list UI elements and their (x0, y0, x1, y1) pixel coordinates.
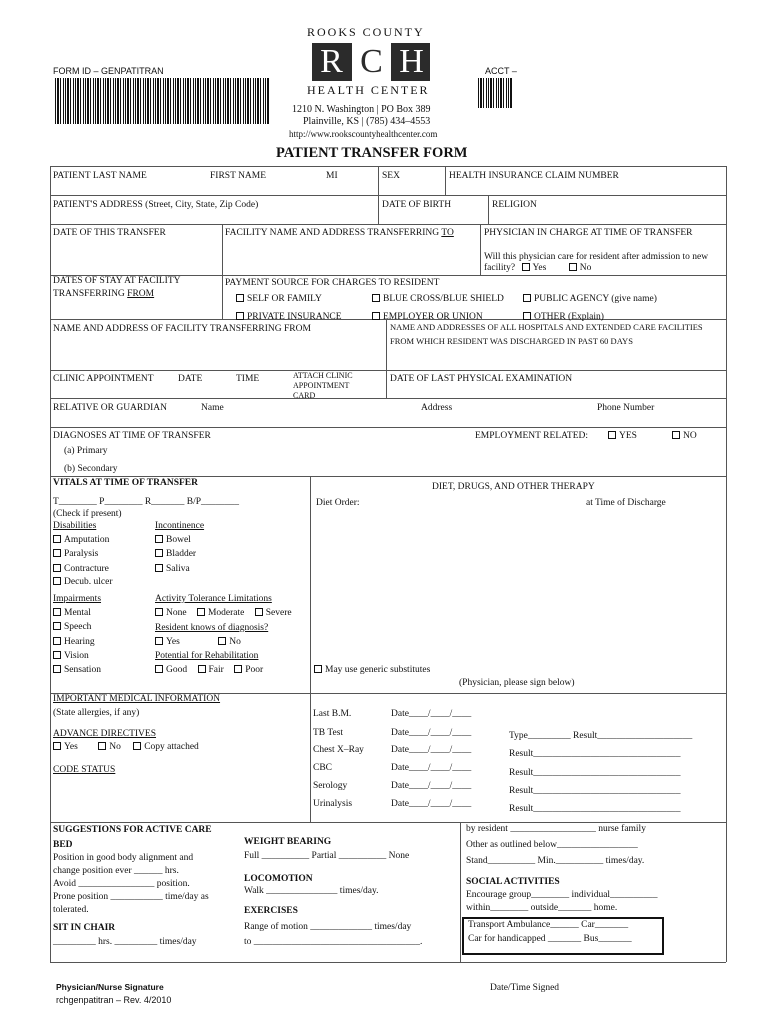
test-date: Date____/____/____ (391, 709, 472, 719)
checkbox-activity-none[interactable] (155, 608, 163, 616)
vitals-heading: VITALS AT TIME OF TRANSFER (53, 478, 199, 488)
label-employment-related: EMPLOYMENT RELATED: (475, 431, 589, 441)
label-bed: BED (53, 840, 73, 850)
test-name: Chest X–Ray (313, 745, 364, 755)
form-title: PATIENT TRANSFER FORM (276, 145, 468, 161)
option-mental: Mental (53, 608, 91, 619)
label-social-activities: SOCIAL ACTIVITIES (466, 877, 560, 887)
nurse-line-1: by resident __________________ nurse family (466, 824, 646, 834)
label-date-time-signed: Date/Time Signed (490, 983, 560, 993)
test-date: Date____/____/____ (391, 745, 472, 755)
logo-letter-r: R (320, 43, 343, 80)
label-date-of-birth: DATE OF BIRTH (382, 200, 452, 210)
label-rehab-potential: Potential for Rehabilitation (155, 651, 259, 661)
social-line-1: Encourage group________ individual__________ (466, 890, 658, 900)
option-saliva: Saliva (155, 564, 190, 575)
checkbox-physician-care-no[interactable] (569, 263, 577, 271)
label-disabilities: Disabilities (53, 521, 97, 531)
label-first-name: FIRST NAME (210, 171, 267, 181)
website-url: http://www.rookscountyhealthcenter.com (289, 129, 438, 139)
test-result: Result_______________________________ (509, 768, 681, 778)
label-sex: SEX (382, 171, 400, 181)
question-physician-care-options: facility? Yes No (484, 263, 592, 273)
label-diet-order: Diet Order: (316, 498, 360, 508)
checkbox-vision[interactable] (53, 651, 61, 659)
option-amputation: Amputation (53, 535, 109, 546)
bed-line-2: change position ever ______ hrs. (53, 866, 179, 876)
option-contracture: Contracture (53, 564, 109, 575)
option-vision: Vision (53, 651, 89, 662)
label-impairments: Impairments (53, 594, 102, 604)
label-important-medical: IMPORTANT MEDICAL INFORMATION (53, 694, 221, 704)
rehab-options: Good Fair Poor (155, 665, 263, 676)
exercises-line-2: to ___________________________________. (244, 937, 423, 947)
checkbox-employment-yes[interactable] (608, 431, 616, 439)
locomotion-line-1: Walk _______________ times/day. (244, 886, 379, 896)
checkbox-activity-severe[interactable] (255, 608, 263, 616)
label-attach-clinic-1: ATTACH CLINIC (293, 371, 353, 380)
option-decub-ulcer: Decub. ulcer (53, 577, 113, 588)
label-facility-transferring-to: FACILITY NAME AND ADDRESS TRANSFERRING TO (225, 228, 454, 238)
checkbox-hearing[interactable] (53, 637, 61, 645)
label-sit-in-chair: SIT IN CHAIR (53, 923, 116, 933)
test-date: Date____/____/____ (391, 781, 472, 791)
nurse-line-2: Other as outlined below_________________ (466, 840, 638, 850)
label-dates-of-stay: DATES OF STAY AT FACILITY (53, 276, 181, 286)
option-generic-substitutes: May use generic substitutes (314, 665, 430, 676)
option-bladder: Bladder (155, 549, 196, 560)
label-patient-address: PATIENT'S ADDRESS (Street, City, State, Zip Code) (53, 200, 259, 210)
org-name-top: ROOKS COUNTY (307, 25, 425, 39)
label-relative-phone: Phone Number (597, 403, 655, 413)
label-clinic-date: DATE (178, 374, 203, 384)
label-hospitals-line-1: NAME AND ADDRESSES OF ALL HOSPITALS AND EXTENDED CARE FACILITIES (390, 322, 703, 332)
weight-line-1: Full __________ Partial __________ None (244, 851, 410, 861)
option-speech: Speech (53, 622, 91, 633)
label-state-allergies: (State allergies, if any) (53, 708, 140, 718)
checkbox-amputation[interactable] (53, 535, 61, 543)
nurse-line-3: Stand__________ Min.__________ times/day. (466, 856, 645, 866)
label-diagnosis-primary: (a) Primary (64, 446, 108, 456)
option-other: OTHER (Explain) (523, 312, 604, 323)
bed-line-5: tolerated. (53, 905, 89, 915)
label-diagnoses: DIAGNOSES AT TIME OF TRANSFER (53, 431, 211, 441)
label-relative-address: Address (421, 403, 453, 413)
rch-logo (312, 43, 430, 81)
label-relative-guardian: RELATIVE OR GUARDIAN (53, 403, 167, 413)
label-physician-sign-below: (Physician, please sign below) (459, 678, 575, 688)
acct-label: ACCT – (485, 66, 517, 76)
form-revision: rchgenpatitran – Rev. 4/2010 (56, 995, 172, 1005)
label-name-address-from: NAME AND ADDRESS OF FACILITY TRANSFERRING FROM (53, 324, 311, 334)
label-patient-last-name: PATIENT LAST NAME (53, 171, 147, 181)
checkbox-employer-union[interactable] (372, 312, 380, 320)
option-public-agency: PUBLIC AGENCY (give name) (523, 294, 657, 305)
social-line-2: within________ outside_______ home. (466, 903, 618, 913)
checkbox-private-insurance[interactable] (236, 312, 244, 320)
label-locomotion: LOCOMOTION (244, 874, 313, 884)
checkbox-rehab-fair[interactable] (198, 665, 206, 673)
address-line-2: Plainville, KS | (785) 434–4553 (303, 116, 431, 127)
label-advance-directives: ADVANCE DIRECTIVES (53, 729, 157, 739)
checkbox-employment-no[interactable] (672, 431, 680, 439)
option-sensation: Sensation (53, 665, 101, 676)
checkbox-contracture[interactable] (53, 564, 61, 572)
diet-heading: DIET, DRUGS, AND OTHER THERAPY (432, 482, 595, 492)
test-name: Serology (313, 781, 348, 791)
bed-line-4: Prone position ___________ time/day as (53, 892, 209, 902)
checkbox-generic-substitutes[interactable] (314, 665, 322, 673)
test-result: Type_________ Result____________________ (509, 731, 693, 741)
option-private-insurance: PRIVATE INSURANCE (236, 312, 342, 323)
test-date: Date____/____/____ (391, 763, 472, 773)
label-physician-signature: Physician/Nurse Signature (56, 982, 164, 992)
checkbox-bladder[interactable] (155, 549, 163, 557)
advance-directive-options: Yes No Copy attached (53, 742, 199, 753)
logo-letter-c: C (352, 43, 391, 81)
label-resident-knows: Resident knows of diagnosis? (155, 623, 269, 633)
option-bowel: Bowel (155, 535, 191, 546)
label-payment-source: PAYMENT SOURCE FOR CHARGES TO RESIDENT (225, 278, 440, 288)
vitals-fields: T________ P________ R_______ B/P________ (53, 497, 240, 507)
checkbox-self-or-family[interactable] (236, 294, 244, 302)
label-diagnosis-secondary: (b) Secondary (64, 464, 118, 474)
question-physician-care: Will this physician care for resident after admission to new (484, 252, 709, 262)
address-line-1: 1210 N. Washington | PO Box 389 (292, 104, 431, 115)
label-activity-tolerance: Activity Tolerance Limitations (155, 594, 272, 604)
label-attach-clinic-3: CARD (293, 391, 316, 400)
test-date: Date____/____/____ (391, 799, 472, 809)
exercises-line-1: Range of motion _____________ times/day (244, 922, 412, 932)
checkbox-directive-yes[interactable] (53, 742, 61, 750)
test-name: Last B.M. (313, 709, 352, 719)
checkbox-other[interactable] (523, 312, 531, 320)
label-code-status: CODE STATUS (53, 765, 116, 775)
label-clinic-time: TIME (236, 374, 260, 384)
label-weight-bearing: WEIGHT BEARING (244, 837, 332, 847)
label-relative-name: Name (201, 403, 224, 413)
checkbox-paralysis[interactable] (53, 549, 61, 557)
checkbox-decub-ulcer[interactable] (53, 577, 61, 585)
label-incontinence: Incontinence (155, 521, 205, 531)
label-attach-clinic-2: APPOINTMENT (293, 381, 350, 390)
label-transferring-from: TRANSFERRING FROM (53, 289, 155, 299)
chair-line-1: _________ hrs. _________ times/day (53, 937, 197, 947)
label-mi: MI (326, 171, 338, 181)
option-employment-yes: YES (608, 431, 637, 442)
checkbox-knows-no[interactable] (218, 637, 226, 645)
checkbox-saliva[interactable] (155, 564, 163, 572)
checkbox-knows-yes[interactable] (155, 637, 163, 645)
option-paralysis: Paralysis (53, 549, 98, 560)
test-name: Urinalysis (313, 799, 353, 809)
form-id-label: FORM ID – GENPATITRAN (53, 66, 164, 76)
form-barcode (55, 78, 270, 124)
label-religion: RELIGION (492, 200, 537, 210)
test-result: Result_______________________________ (509, 804, 681, 814)
label-physician-in-charge: PHYSICIAN IN CHARGE AT TIME OF TRANSFER (484, 228, 693, 238)
checkbox-physician-care-yes[interactable] (522, 263, 530, 271)
checkbox-sensation[interactable] (53, 665, 61, 673)
vitals-check-present: (Check if present) (53, 509, 122, 519)
care-heading: SUGGESTIONS FOR ACTIVE CARE (53, 825, 212, 835)
test-date: Date____/____/____ (391, 728, 472, 738)
logo-letter-h: H (399, 43, 424, 80)
checkbox-bowel[interactable] (155, 535, 163, 543)
activity-options: None Moderate Severe (155, 608, 292, 619)
test-result: Result_______________________________ (509, 786, 681, 796)
option-blue-cross: BLUE CROSS/BLUE SHIELD (372, 294, 504, 305)
acct-barcode (478, 78, 513, 108)
org-name-bottom: HEALTH CENTER (307, 83, 430, 97)
checkbox-mental[interactable] (53, 608, 61, 616)
option-hearing: Hearing (53, 637, 95, 648)
checkbox-directive-copy[interactable] (133, 742, 141, 750)
bed-line-3: Avoid ________________ position. (53, 879, 190, 889)
checkbox-directive-no[interactable] (98, 742, 106, 750)
test-result: Result_______________________________ (509, 749, 681, 759)
label-clinic-appointment: CLINIC APPOINTMENT (53, 374, 154, 384)
label-exercises: EXERCISES (244, 906, 298, 916)
option-employer-union: EMPLOYER OR UNION (372, 312, 483, 323)
test-name: TB Test (313, 728, 344, 738)
label-hospitals-line-2: FROM WHICH RESIDENT WAS DISCHARGED IN PAST 60 DAYS (390, 336, 633, 346)
bed-line-1: Position in good body alignment and (53, 853, 194, 863)
knows-options: Yes No (155, 637, 241, 648)
label-insurance-claim: HEALTH INSURANCE CLAIM NUMBER (449, 171, 619, 181)
option-employment-no: NO (672, 431, 697, 442)
label-date-of-transfer: DATE OF THIS TRANSFER (53, 228, 166, 238)
checkbox-public-agency[interactable] (523, 294, 531, 302)
label-time-of-discharge: at Time of Discharge (586, 498, 666, 508)
transport-line-1: Transport Ambulance______ Car_______ (468, 920, 629, 930)
checkbox-blue-cross[interactable] (372, 294, 380, 302)
label-last-physical-exam: DATE OF LAST PHYSICAL EXAMINATION (390, 374, 573, 384)
checkbox-rehab-good[interactable] (155, 665, 163, 673)
checkbox-speech[interactable] (53, 622, 61, 630)
transport-line-2: Car for handicapped _______ Bus_______ (468, 934, 632, 944)
option-self-or-family: SELF OR FAMILY (236, 294, 322, 305)
checkbox-rehab-poor[interactable] (234, 665, 242, 673)
test-name: CBC (313, 763, 333, 773)
checkbox-activity-moderate[interactable] (197, 608, 205, 616)
